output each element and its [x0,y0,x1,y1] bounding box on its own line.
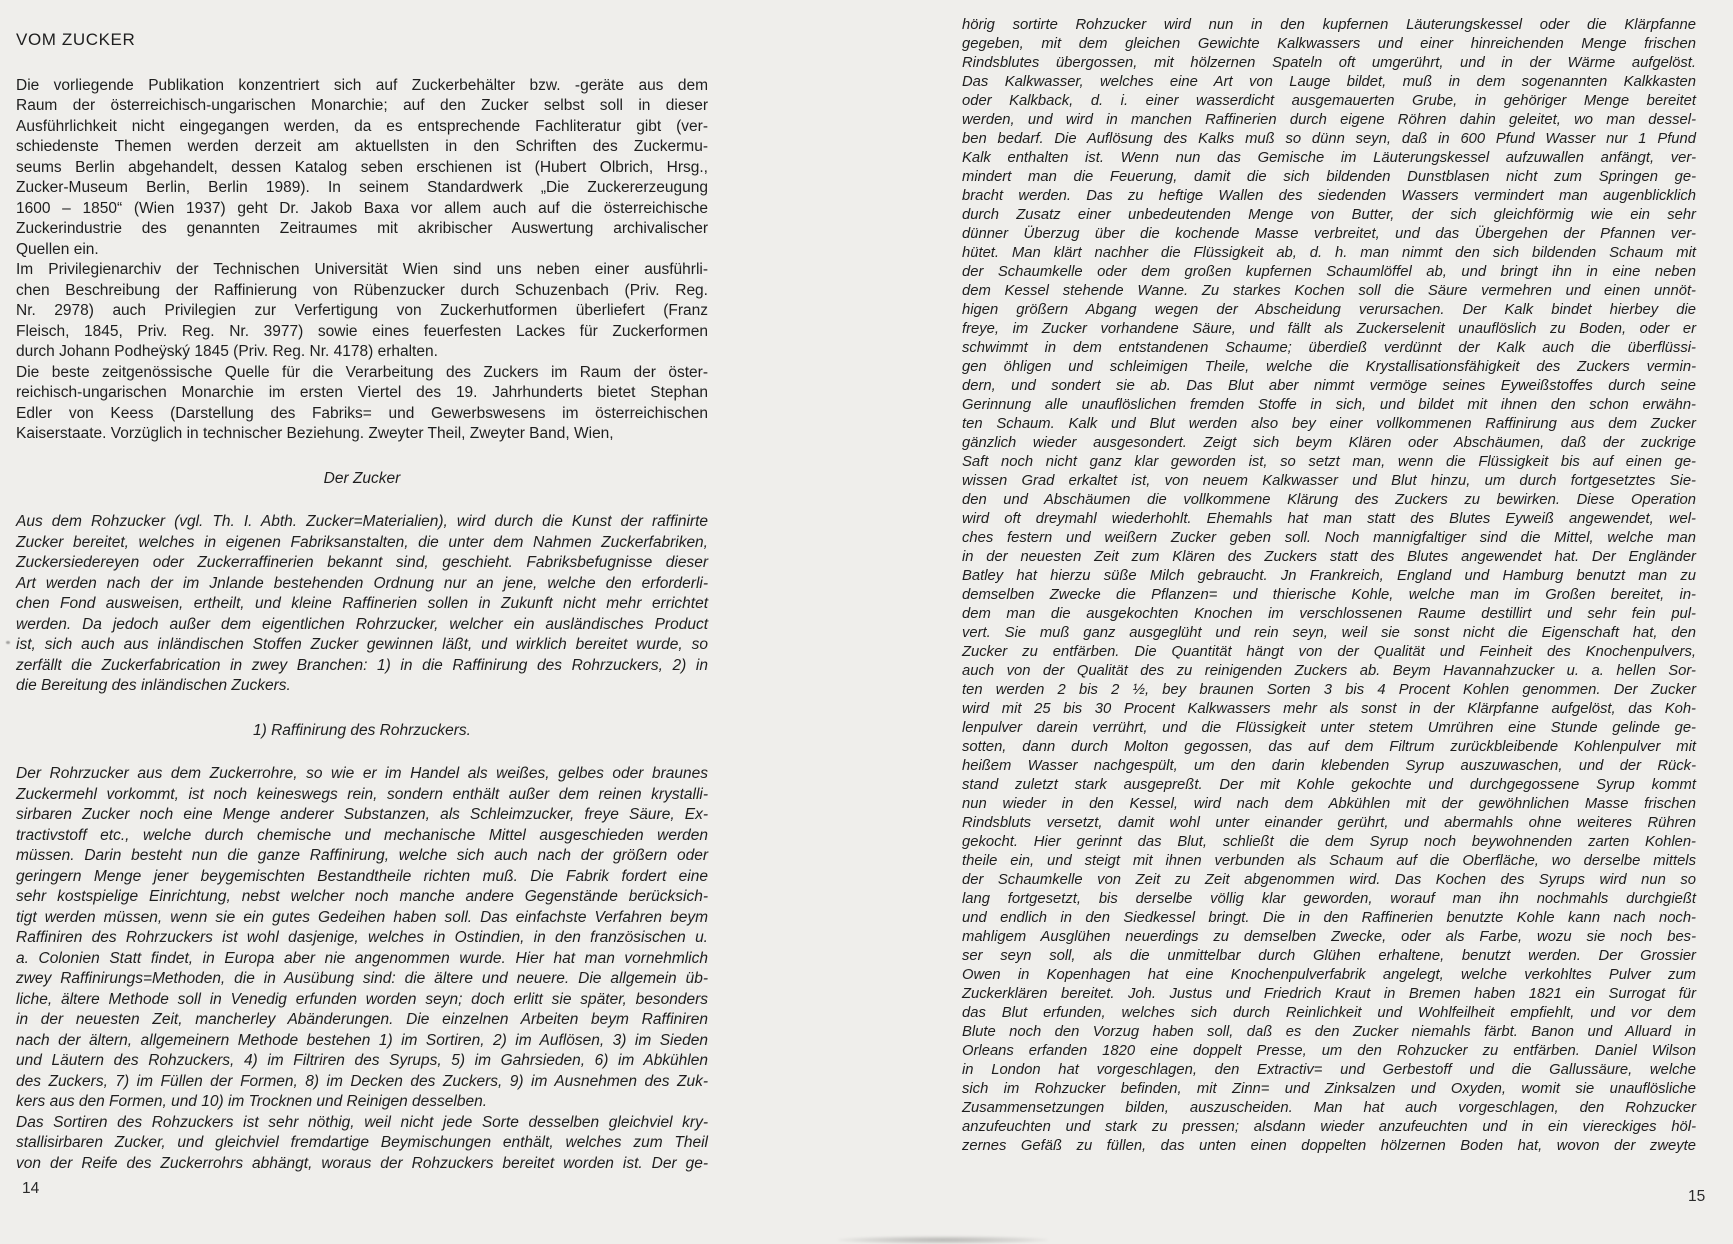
left-page [16,30,708,1174]
text-line: tractivstoff etc., welche durch chemische und mechanische Mittel ausgeschieden werden [16,826,708,844]
text-line: zwey Raffinirungs=Methoden, die in Ausübung sind: die ältere und neuere. Die allgemein üb- [16,970,708,987]
text-line: Zucker-Museum Berlin, Berlin 1989). In seinem Standardwerk „Die Zuckererzeugung [16,179,708,196]
text-line: mindert man die Feuerung, damit die sich bildenden Dunstblasen nicht zum Springen ge- [962,169,1696,185]
text-line: Im Privilegienarchiv der Technischen Universität Wien sind uns neben einer ausführli- [16,261,708,278]
text-line: zernes Gefäß zu füllen, das unten einen doppelten hölzernen Boden hat, wovon der zweyte [962,1138,1696,1154]
text-line: Die beste zeitgenössische Quelle für die Verarbeitung des Zuckers im Raum der öster- [16,363,708,381]
text-line: dem Kessel stehende Wanne. Zu starkes Kochen soll die Säure vermehren und einen unnöt- [962,283,1696,299]
text-line: auch von der Qualität des zu reinigenden Zuckers ab. Beym Havannahzucker u. a. hellen Sor- [962,663,1696,679]
text-line: seums Berlin abgehandelt, dessen Katalog seben erschienen ist (Hubert Olbrich, Hrsg., [16,158,708,176]
text-line: nach der ältern, allgemeinern Methode bestehen 1) im Sortiren, 2) im Auflösen, 3) im Sieden [16,1031,708,1049]
text-line: ser seyn soll, als die unmittelbar durch Glühen erhaltene, benutzt werden. Der Grossier [962,948,1696,964]
intro-paragraphs [16,76,708,445]
text-line: Zusammensetzungen bilden, auszuscheiden. Man hat auch vorgeschlagen, den Rohzucker [962,1100,1696,1116]
text-line: Das Kalkwasser, welches eine Art von Lauge bildet, muß in dem sogenannten Kalkkasten [962,74,1696,90]
text-line: Kaiserstaate. Vorzüglich in technischer Beziehung. Zweyter Theil, Zweyter Band, Wien, [16,425,614,442]
text-line: das Blut erfunden, welches sich durch Reinlichkeit und Wohlfeilheit empfiehlt, und vor dem [962,1005,1696,1021]
text-line: theile ein, und steigt mit ihnen verbunden als Schaum auf die Oberfläche, wo derselbe mittels [962,853,1696,869]
text-line: sehr kostspielige Einrichtung, nebst welcher noch manche andere Gegenstände berücksich- [16,888,708,905]
text-line: ten werden 2 bis 2 ½, bey braunen Sorten 3 bis 4 Procent Kohlen genommen. Der Zucker [962,682,1696,698]
text-line: sotten, dann durch Molton gegossen, das auf dem Filtrum zurückbleibende Kohlenpulver mit [962,739,1696,755]
text-line: Blute noch den Vorzug haben soll, daß es den Zucker niemahls färbt. Banon und Alluard in [962,1024,1696,1040]
text-line: Zuckersiedereyen oder Zuckerraffinerien bekannt sind, geschieht. Fabriksbefugnisse dieser [16,554,708,571]
text-line: lenpulver darein verrührt, und die Flüssigkeit unter stetem Umrühren eine Stunde gelinde ge- [962,720,1696,736]
quote-paragraph-2 [16,764,708,1174]
text-line: chen Fond ausweisen, ertheilt, und kleine Raffinerien sollen in Zukunft nicht mehr errichtet [16,595,708,612]
text-line: den und Abschäumen die vollkommene Klärung des Zuckers zu bewirken. Diese Operation [962,492,1696,508]
text-line: Zuckerklären bereitet. Joh. Justus und Friedrich Kraut in Bremen haben 1821 ein Surrogat für [962,986,1696,1002]
text-line: zerfällt die Zuckerfabrication in zwey Branchen: 1) in die Raffinirung des Rohrzuckers, 2) in [16,656,708,674]
text-line: ist, sich auch aus inländischen Stoffen Zucker gewinnen läßt, und wirklich bereitet wurde, so [16,636,708,653]
quote-paragraph-1 [16,512,708,697]
text-line: Rindsbluts versetzt, damit wohl unter einander gerührt, und abermahls ohne weiteres Rühren [962,815,1696,831]
scan-speck [6,641,10,644]
text-line: Zuckerindustrie des genannten Zeitraumes mit akribischer Auswertung archivalischer [16,220,708,237]
text-line: liche, ältere Methode soll in Venedig erfunden worden seyn; doch erlitt sie später, besonders [16,990,708,1008]
text-line: stallisirbaren Zucker, und gleichviel fremdartige Beymischungen enthält, welches zum Theil [16,1134,708,1151]
text-line: geringern Menge jener beygemischten Bestandtheile richten muß. Die Fabrik fordert eine [16,867,708,885]
text-line: anzufeuchten und stark zu pressen; alsdann wieder anzufeuchten und in ein viereckiges höl- [962,1119,1696,1135]
text-line: Raffiniren des Rohrzuckers ist wohl dasjenige, welches in Ostindien, in den französischen u. [16,929,708,946]
text-line: kers aus den Formen, und 10) im Trocknen und Reinigen desselben. [16,1093,488,1110]
text-line: Gerinnung alle unauflöslichen fremden Stoffe in sich, und bildet mit ihnen den schon erwähn- [962,397,1696,413]
text-line: mahligem Ausglühen neuerdings zu demselben Zwecke, oder als Farbe, wozu sie noch bes- [962,929,1696,945]
text-line: Batley hat hierzu süße Milch gebraucht. Jn Frankreich, England und Hamburg benutzt man zu [962,568,1696,584]
text-line: Kalk enthalten ist. Wenn nun das Gemische im Läuterungskessel aufzuwallen anfängt, ver- [962,150,1696,166]
text-line: stand zuletzt stark ausgepreßt. Der mit Kohle gekochte und durchgegossene Syrup kommt [962,777,1696,793]
text-line: Nr. 2978) auch Privilegien zur Verfertigung von Zuckerhutformen überliefert (Franz [16,302,708,319]
text-line: Fleisch, 1845, Priv. Reg. Nr. 3977) sowie eines feuerfesten Lackes für Zuckerformen [16,322,708,340]
text-line: werden, und wird in manchen Raffinerien durch eigene Röhren dahin geleitet, wo man dessel- [962,112,1696,128]
text-line: und Läutern des Rohzuckers, 4) im Filtriren des Syrups, 5) im Gahrsieden, 6) im Abkühlen [16,1052,708,1069]
text-line: Der Rohrzucker aus dem Zuckerrohre, so wie er im Handel als weißes, gelbes oder braunes [16,765,708,782]
text-line: wird mit 25 bis 30 Procent Kalkwassers mehr als sonst in der Klärpfanne aufgelöst, das Koh- [962,701,1696,717]
text-line: a. Colonien Statt findet, in Europa aber nie angenommen wurde. Hier hat man vornehmlich [16,949,708,967]
page-number-right: 15 [1688,1188,1706,1205]
text-line: schiedenste Themen werden derzeit am aktuellsten in den Schriften des Zuckermu- [16,138,708,155]
text-line: Das Sortiren des Rohzuckers ist sehr nöthig, weil nicht jede Sorte desselben gleichviel kry- [16,1113,708,1131]
text-line: freye, im Zucker vorhandene Säure, und fällt als Zuckerselenit unauflöslich zu Boden, oder er [962,321,1696,337]
text-line: sirbaren Zucker noch eine Menge anderer Substanzen, als Schleimzucker, freye Säure, Ex- [16,806,708,823]
text-line: ten Schaum. Kalk und Blut werden also bey einer vollkommenen Raffinirung aus dem Zucker [962,416,1696,432]
text-line: ches festern und weißern Zucker geben soll. Noch mannigfaltiger sind die Mittel, welche man [962,530,1696,546]
text-line: wissen Grad erkaltet ist, von neuem Kalkwasser und Blut hinzu, um durch fortgesetztes Sie- [962,473,1696,489]
text-line: hörig sortirte Rohzucker wird nun in den kupfernen Läuterungskessel oder die Klärpfanne [962,17,1696,33]
text-line: ben bedarf. Die Auflösung des Kalks muß so dünn seyn, daß in 600 Pfund Wasser nur 1 Pfund [962,131,1696,147]
text-line: schwimmt in dem entstandenen Schaume; überdieß verdünnt der Kalk auch die überflüssi- [962,340,1696,356]
text-line: gen öhligen und schleimigen Theile, welche die Krystallisationsfähigkeit des Zuckers vermin- [962,359,1696,375]
text-line: Die vorliegende Publikation konzentriert sich auf Zuckerbehälter bzw. -geräte aus dem [16,76,708,94]
text-line: des Zuckers, 7) im Füllen der Formen, 8) im Decken des Zuckers, 9) im Ausnehmen des Zuk- [16,1072,708,1090]
text-line: reichisch-ungarischen Monarchie im ersten Viertel des 19. Jahrhunderts bietet Stephan [16,384,708,401]
text-line: dünner Überzug über die kochende Masse verbreitet, und das Übergehen der Pfannen ver- [962,226,1696,242]
text-line: gekocht. Hier gerinnt das Blut, schließt die dem Syrup noch beywohnenden zarten Kohlen- [962,834,1696,850]
text-line: 1600 – 1850“ (Wien 1937) geht Dr. Jakob Baxa vor allem auch auf die österreichische [16,199,708,217]
text-line: in London hat vorgeschlagen, den Extractiv= und Gerbestoff und die Gallussäure, welche [962,1062,1696,1078]
text-line: und endlich in den Siedkessel bringt. Die in den Raffinerien benutzte Kohle kann nach noch- [962,910,1696,926]
text-line: müssen. Darin besteht nun die ganze Raffinirung, welche sich auch nach der größern oder [16,847,708,864]
text-line: Aus dem Rohzucker (vgl. Th. I. Abth. Zucker=Materialien), wird durch die Kunst der raffinirte [16,513,708,530]
text-line: hütet. Man klärt nachher die Flüssigkeit ab, d. h. man nimmt den sich bildenden Schaum mit [962,245,1696,261]
text-line: in der neuesten Zeit zum Klären des Zuckers statt des Blutes angewendet hat. Der Engländer [962,549,1696,565]
quote-paragraph-continued [962,16,1696,1156]
text-line: durch Zusatz einer unbedeutenden Menge von Butter, der sich gleichförmig wie ein sehr [962,207,1696,223]
text-line: Quellen ein. [16,240,99,258]
page-title: VOM ZUCKER [16,30,136,49]
text-line: Owen in Kopenhagen hat eine Knochenpulverfabrik angelegt, welche verkohltes Pulver zum [962,967,1696,983]
text-line: in der neuesten Zeit, mancherley Abänderungen. Die einzelnen Arbeiten beym Raffiniren [16,1011,708,1028]
subsection-heading-raffinirung: 1) Raffinirung des Rohrzuckers. [253,721,471,739]
text-line: Edler von Keess (Darstellung des Fabriks= und Gewerbswesens im österreichischen [16,404,708,422]
section-heading-der-zucker: Der Zucker [323,469,401,487]
text-line: higen größern Abgang wegen der Abscheidung verursachen. Der Kalk bindet hierbey die [962,302,1696,318]
text-line: Raum der österreichisch-ungarischen Monarchie; auf den Zucker selbst soll in dieser [16,97,708,114]
text-line: vert. Sie muß ganz ausgeglüht und rein seyn, weil sie sonst nicht die Eigenschaft hat, den [962,625,1696,641]
text-line: wird oft dreymahl wiederhohlt. Ehemahls hat man statt des Blutes Eyweiß angewendet, wel- [962,511,1696,527]
text-line: dem man die ausgekochten Knochen im verschlossenen Raume destillirt und sehr fein pul- [962,606,1696,622]
text-line: gegeben, mit dem gleichen Gewichte Kalkwassers und einer hinreichenden Menge frischen [962,36,1696,52]
text-line: nun wieder in den Kessel, wird nach dem Abkühlen mit der gewöhnlichen Masse frischen [962,796,1696,812]
text-line: demselben Zwecke die Pflanzen= und thierische Kohle, welche man im Großen bereitet, in- [962,587,1696,603]
text-line: Art werden nach der im Jnlande bestehenden Ordnung nur an jene, welche den erforderli- [16,574,708,592]
text-line: der Schaumkelle von Zeit zu Zeit abgenommen wird. Das Kochen des Syrups wird nun so [962,872,1696,888]
text-line: chen Beschreibung der Raffinierung von Rübenzucker durch Schuzenbach (Priv. Reg. [16,281,708,299]
text-line: bracht werden. Das zu heftige Wallen des siedenden Wassers vermindert man augenblicklich [962,188,1696,204]
page-number-left: 14 [22,1180,40,1197]
text-line: lang fortgesetzt, bis derselbe völlig klar geworden, worauf man ihn nochmahls durchgießt [962,891,1696,907]
scan-smudge [838,1236,1048,1244]
text-line: dern, und sondert sie ab. Das Blut aber nimmt vermöge seines Eyweißstoffes durch seine [962,378,1696,394]
text-line: Ausführlichkeit nicht eingegangen werden, da es entsprechende Fachliteratur gibt (ver- [16,117,708,135]
text-line: werden. Da jedoch außer dem eigentlichen Rohrzucker, welcher ein ausländisches Product [16,615,708,633]
text-line: Rindsblutes übergossen, mit hölzernen Spateln oft umgerührt, und in der Wärme aufgelöst. [962,55,1696,71]
text-line: tigt werden müssen, wenn sie ein gutes Gedeihen haben soll. Das einfachste Verfahren beym [16,908,708,926]
text-line: gänzlich wieder ausgesondert. Zeigt sich beym Klären oder Abschäumen, daß der zuckrige [962,435,1696,451]
text-line: von der Reife des Zuckerrohrs abhängt, woraus der Rohzuckers bereitet worden ist. Der ge- [16,1154,708,1172]
text-line: sich im Rohzucker befinden, mit Zinn= und Zinksalzen und Oxyden, womit sie unauflösliche [962,1081,1696,1097]
text-line: Orleans erfanden 1820 eine doppelt Presse, um den Rohzucker zu entfärben. Daniel Wilson [962,1043,1696,1059]
text-line: Zuckermehl vorkommt, ist noch keineswegs rein, sondern enthält außer dem reinen krystalli- [16,785,708,803]
text-line: oder Kalkback, d. i. einer wasserdicht ausgemauerten Grube, in gehöriger Menge bereitet [962,93,1696,109]
right-page [962,16,1696,1156]
text-line: die Bereitung des inländischen Zuckers. [16,677,291,694]
text-line: Saft noch nicht ganz klar geworden ist, so setzt man, wenn die Flüssigkeit bis auf einen ge- [962,454,1696,470]
text-line: heißem Wasser nachgespült, um den darin klebenden Syrup auszuwaschen, und der Rück- [962,758,1696,774]
text-line: Zucker bereitet, welches in eigenen Fabriksanstalten, die unter dem Nahmen Zuckerfabriken, [16,533,708,551]
text-line: der Schaumkelle oder dem großen kupfernen Schaumlöffel ab, und bringt ihn in eine neben [962,264,1696,280]
text-line: durch Johann Podheÿský 1845 (Priv. Reg. Nr. 4178) erhalten. [16,343,438,360]
text-line: Zucker zu entfärben. Die Quantität hängt von der Qualität und Feinheit des Knochenpulvers, [962,644,1696,660]
